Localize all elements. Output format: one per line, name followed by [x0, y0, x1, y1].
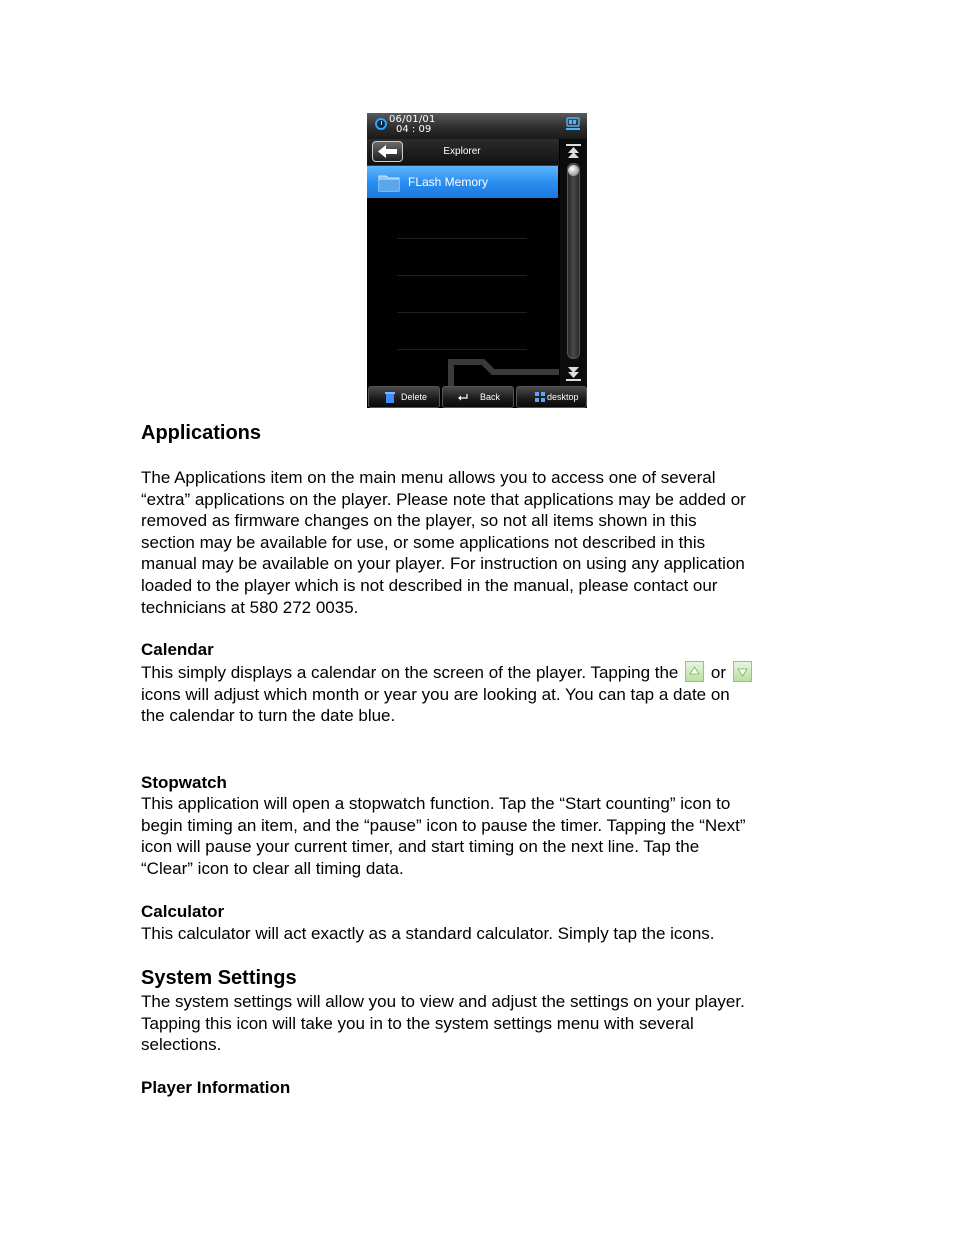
applications-paragraph	[141, 467, 831, 618]
status-date: 06/01/01	[389, 114, 436, 125]
back-arrow-icon	[373, 142, 402, 161]
paragraph-line: selections.	[141, 1035, 222, 1055]
desktop-label: desktop	[547, 392, 579, 402]
paragraph-line: “Clear” icon to clear all timing data.	[141, 858, 404, 878]
calendar-heading: Calendar	[141, 640, 214, 659]
status-bar	[367, 113, 587, 139]
paragraph-line: icons will adjust which month or year you are looking at. You can tap a date on	[141, 684, 730, 704]
paragraph-line	[141, 661, 831, 684]
back-button[interactable]	[442, 386, 514, 408]
paragraph-line: technicians at 580 272 0035.	[141, 597, 359, 617]
player-information-heading: Player Information	[141, 1078, 291, 1097]
title-bar	[367, 139, 559, 166]
scrollbar[interactable]	[560, 139, 587, 386]
paragraph-line: removed as firmware changes on the player, so not all items shown in this	[141, 511, 697, 531]
trash-icon	[384, 391, 396, 403]
scroll-up-icon[interactable]	[565, 143, 582, 161]
folder-icon	[377, 171, 401, 193]
scroll-thumb[interactable]	[568, 165, 579, 176]
paragraph-line: The Applications item on the main menu allows you to access one of several	[141, 468, 716, 487]
system-settings-paragraph	[141, 991, 831, 1056]
grid-icon	[534, 391, 546, 403]
calendar-line-start: This simply displays a calendar on the screen of the player. Tapping the	[141, 663, 679, 682]
screen-title: Explorer	[443, 146, 481, 157]
calculator-paragraph	[141, 923, 831, 945]
delete-button[interactable]	[368, 386, 440, 408]
desktop-button[interactable]	[516, 386, 587, 408]
stopwatch-heading: Stopwatch	[141, 773, 227, 792]
applications-heading: Applications	[141, 422, 262, 444]
paragraph-line: Tapping this icon will take you in to the system settings menu with several	[141, 1013, 694, 1033]
battery-icon	[565, 116, 581, 132]
return-arrow-icon	[457, 391, 469, 403]
bottom-toolbar	[367, 386, 587, 408]
status-time: 04 : 09	[396, 124, 432, 135]
paragraph-line: loaded to the player which is not described in the manual, please contact our	[141, 575, 718, 595]
down-arrow-icon	[733, 661, 752, 682]
paragraph-line: the calendar to turn the date blue.	[141, 706, 396, 726]
back-label: Back	[480, 392, 501, 402]
up-arrow-icon	[685, 661, 704, 682]
paragraph-line: “extra” applications on the player. Please note that applications may be added or	[141, 489, 746, 509]
device-screenshot	[367, 113, 587, 408]
scroll-track[interactable]	[567, 163, 580, 359]
stopwatch-paragraph	[141, 793, 831, 879]
delete-label: Delete	[401, 392, 428, 402]
paragraph-line: begin timing an item, and the “pause” icon to pause the timer. Tapping the “Next”	[141, 815, 746, 835]
list-item-label: FLash Memory	[408, 175, 489, 189]
paragraph-line: This application will open a stopwatch function. Tap the “Start counting” icon to	[141, 794, 731, 813]
paragraph-line: section may be available for use, or some applications not described in this	[141, 532, 706, 552]
list-item-flash-memory[interactable]	[367, 166, 558, 198]
list-divider	[397, 349, 527, 350]
calculator-heading: Calculator	[141, 902, 225, 921]
calendar-paragraph	[141, 661, 831, 727]
system-settings-heading: System Settings	[141, 967, 297, 989]
paragraph-line: manual may be available on your player. For instruction on using any application	[141, 554, 745, 574]
back-arrow-button[interactable]	[372, 141, 403, 162]
calendar-or: or	[710, 663, 726, 682]
paragraph-line: icon will pause your current timer, and start timing on the next line. Tap the	[141, 837, 700, 857]
scroll-down-icon[interactable]	[565, 364, 582, 382]
paragraph-line: This calculator will act exactly as a standard calculator. Simply tap the icons.	[141, 924, 715, 943]
list-divider	[397, 238, 527, 239]
list-divider	[397, 312, 527, 313]
list-divider	[397, 275, 527, 276]
clock-icon	[375, 118, 387, 130]
paragraph-line: The system settings will allow you to view and adjust the settings on your player.	[141, 992, 745, 1011]
file-list	[367, 166, 559, 386]
